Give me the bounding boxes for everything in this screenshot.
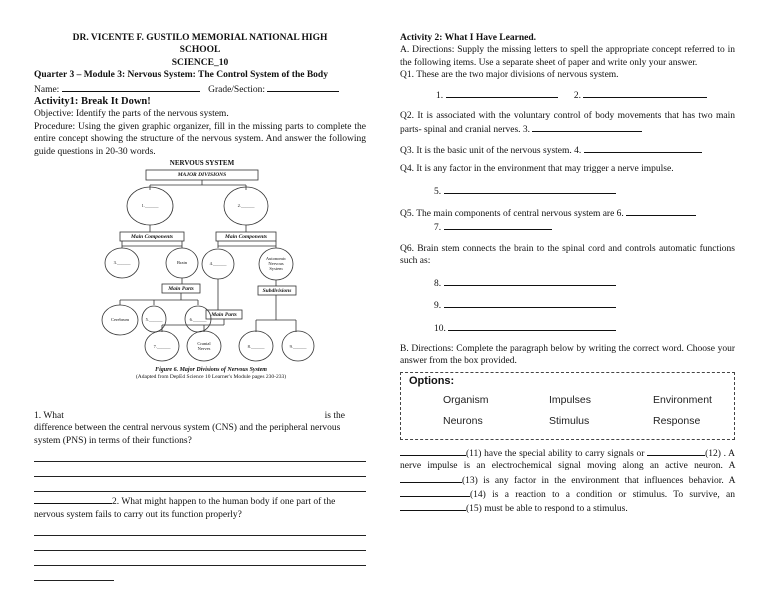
name-field[interactable] [62,82,200,92]
option-item: Environment [653,393,712,406]
diagram-main-parts-bottom: Main Parts [211,312,237,319]
q2-label: Q2. It is associated with the voluntary control of body movements that has two main parts- spinal and cranial nerves. 3. [400,111,735,136]
diagram-autonomic-nervous-system [262,256,290,271]
diagram-node-1: 1.______ [141,203,159,209]
q1-blank [66,409,322,418]
q6-answer-8 [400,276,735,290]
q4-field[interactable] [444,184,616,194]
q1-mid: is the [324,411,345,421]
diagram-cranial-nerves [188,341,220,351]
diagram-node-9: 9.______ [289,344,307,350]
para-13: (13) is any factor in the environment that influences behavior. A [462,475,735,486]
q1-text: Q1. These are the two major divisions of nervous system. [400,70,619,81]
q5-field-7[interactable] [444,220,552,230]
option-item: Stimulus [549,414,590,427]
diagram-node-3: 3.______ [113,260,131,266]
cranial-line2: Nerves [197,346,211,352]
ans-line2: Nervous [268,261,284,267]
answer-line[interactable] [34,462,366,477]
name-label: Name: [34,84,60,95]
module-title: Quarter 3 – Module 3: Nervous System: The Control System of the Body [34,70,328,81]
q5-text [400,206,735,220]
activity1-title: Activity1: Break It Down! [34,96,151,108]
guide-questions [34,409,366,581]
diagram-node-8: 8.______ [247,344,265,350]
procedure-text: Procedure: Using the given graphic organizer, fill in the missing parts to complete the entire concept showing the structure of the nervous system. And answer the following guide questions in 20-30 words. [34,121,366,157]
diagram-main-components-right: Main Components [224,234,268,241]
q1-item1-field[interactable] [446,88,558,98]
objective-text: Objective: Identify the parts of the nervous system. [34,109,229,120]
diagram-brain: Brain [177,260,187,266]
q4-text: Q4. It is any factor in the environment that may trigger a nerve impulse. [400,164,674,175]
diagram-node-2: 2.______ [237,203,255,209]
ans-line1: Autonomic [265,256,287,262]
q1-item2-label: 2. [573,90,581,101]
diagram-subdivisions: Subdivisions [262,288,292,295]
q2-text: 2. What might happen to the human body if one part of the nervous system fails to carry out its function properly? [34,497,336,520]
diagram-node-5: 5.______ [145,317,163,323]
school-name-line1: DR. VICENTE F. GUSTILO MEMORIAL NATIONAL HIGH [72,33,328,43]
q1-prefix: 1. What [34,411,64,421]
diagram-caption: Figure 6. Major Divisions of Nervous System [155,367,267,374]
directions-b: B. Directions: Complete the paragraph below by writing the correct word. Choose your answer from the box provided. [400,343,735,367]
question-1-rest: difference between the central nervous system (CNS) and the peripheral nervous system (PNS) in terms of their functions? [34,423,341,446]
q3-field[interactable] [584,143,702,153]
blank-11[interactable] [400,446,466,456]
blank-15[interactable] [400,501,466,511]
answer-line[interactable] [34,536,366,551]
cranial-line1: Cranial [197,341,211,347]
blank-14[interactable] [400,487,470,497]
diagram-node-6: 6.______ [189,317,207,323]
nervous-system-diagram [86,160,336,418]
blank-12[interactable] [647,446,705,456]
diagram-node-7: 7.______ [153,344,171,350]
q2-blank[interactable] [34,494,112,504]
directions-a: A. Directions: Supply the missing letters to spell the appropriate concept referred to in the following items. Use a separate sheet of paper and write only your answer. [400,45,735,68]
answer-line[interactable] [34,447,366,462]
q5-label: Q5. The main components of central nervous system are 6. [400,209,624,220]
diagram-main-components-left: Main Components [130,234,174,241]
q5-field-6[interactable] [626,206,696,216]
q6-field-10[interactable] [448,321,616,331]
answer-line[interactable] [34,521,366,536]
q1-answers [400,88,735,102]
grade-section-field[interactable] [267,82,339,92]
answer-line[interactable] [34,477,366,492]
question-2 [34,494,366,521]
para-12: (12) . A nerve impulse is an electrochemical signal moving along an active neuron. A [400,448,736,472]
q5-answer-7 [400,220,735,234]
options-box [400,372,735,440]
diagram-node-4: 4.______ [209,261,227,267]
answer-line[interactable] [34,551,366,566]
school-name-line2: SCHOOL [179,45,221,56]
activity2-title: Activity 2: What I Have Learned. [400,33,536,43]
option-item: Neurons [443,414,483,427]
q3-label: Q3. It is the basic unit of the nervous system. 4. [400,145,582,156]
option-item: Response [653,414,701,427]
q6-item9-label: 9. [434,301,442,312]
paragraph-fill-in [400,446,735,516]
q6-text: Q6. Brain stem connects the brain to the spinal cord and controls automatic functions such as: [400,243,735,267]
diagram-main-parts-top: Main Parts [168,286,194,293]
para-11: (11) have the special ability to carry signals or [466,448,645,459]
diagram-major-divisions: MAJOR DIVISIONS [177,172,227,179]
ans-line3: System [269,266,283,272]
option-item: Organism [443,393,489,406]
grade-label: Grade/Section: [208,84,266,95]
q4-answer [400,184,735,198]
q6-field-9[interactable] [444,298,616,308]
question-1-first-line [34,409,366,422]
name-grade-row [34,82,366,96]
para-15: (15) must be able to respond to a stimulus. [466,504,628,515]
q3-text [400,143,735,157]
q6-field-8[interactable] [444,276,616,286]
q1-item2-field[interactable] [583,88,707,98]
blank-13[interactable] [400,473,462,483]
diagram-cerebrum: Cerebrum [111,317,129,323]
q4-item-label: 5. [434,186,442,197]
q6-answer-9 [400,298,735,312]
diagram-title: NERVOUS SYSTEM [169,159,235,168]
diagram-caption-source: (Adapted from DepEd Science 10 Learner's Module pages 230-233) [135,374,287,381]
para-14: (14) is a reaction to a condition or stimulus. To survive, an [470,489,735,500]
q2-field[interactable] [532,122,642,132]
options-title: Options: [409,374,455,387]
q6-item8-label: 8. [434,278,442,289]
answer-line[interactable] [34,566,114,581]
q2-text [400,110,735,137]
q6-answer-10 [400,321,735,335]
q1-item1-label: 1. [436,90,444,101]
subject-title: SCIENCE_10 [171,57,229,68]
option-item: Impulses [549,393,592,406]
left-column [34,32,366,520]
right-column [400,32,735,516]
q6-item10-label: 10. [434,323,446,334]
q5-item7-label: 7. [434,223,442,234]
